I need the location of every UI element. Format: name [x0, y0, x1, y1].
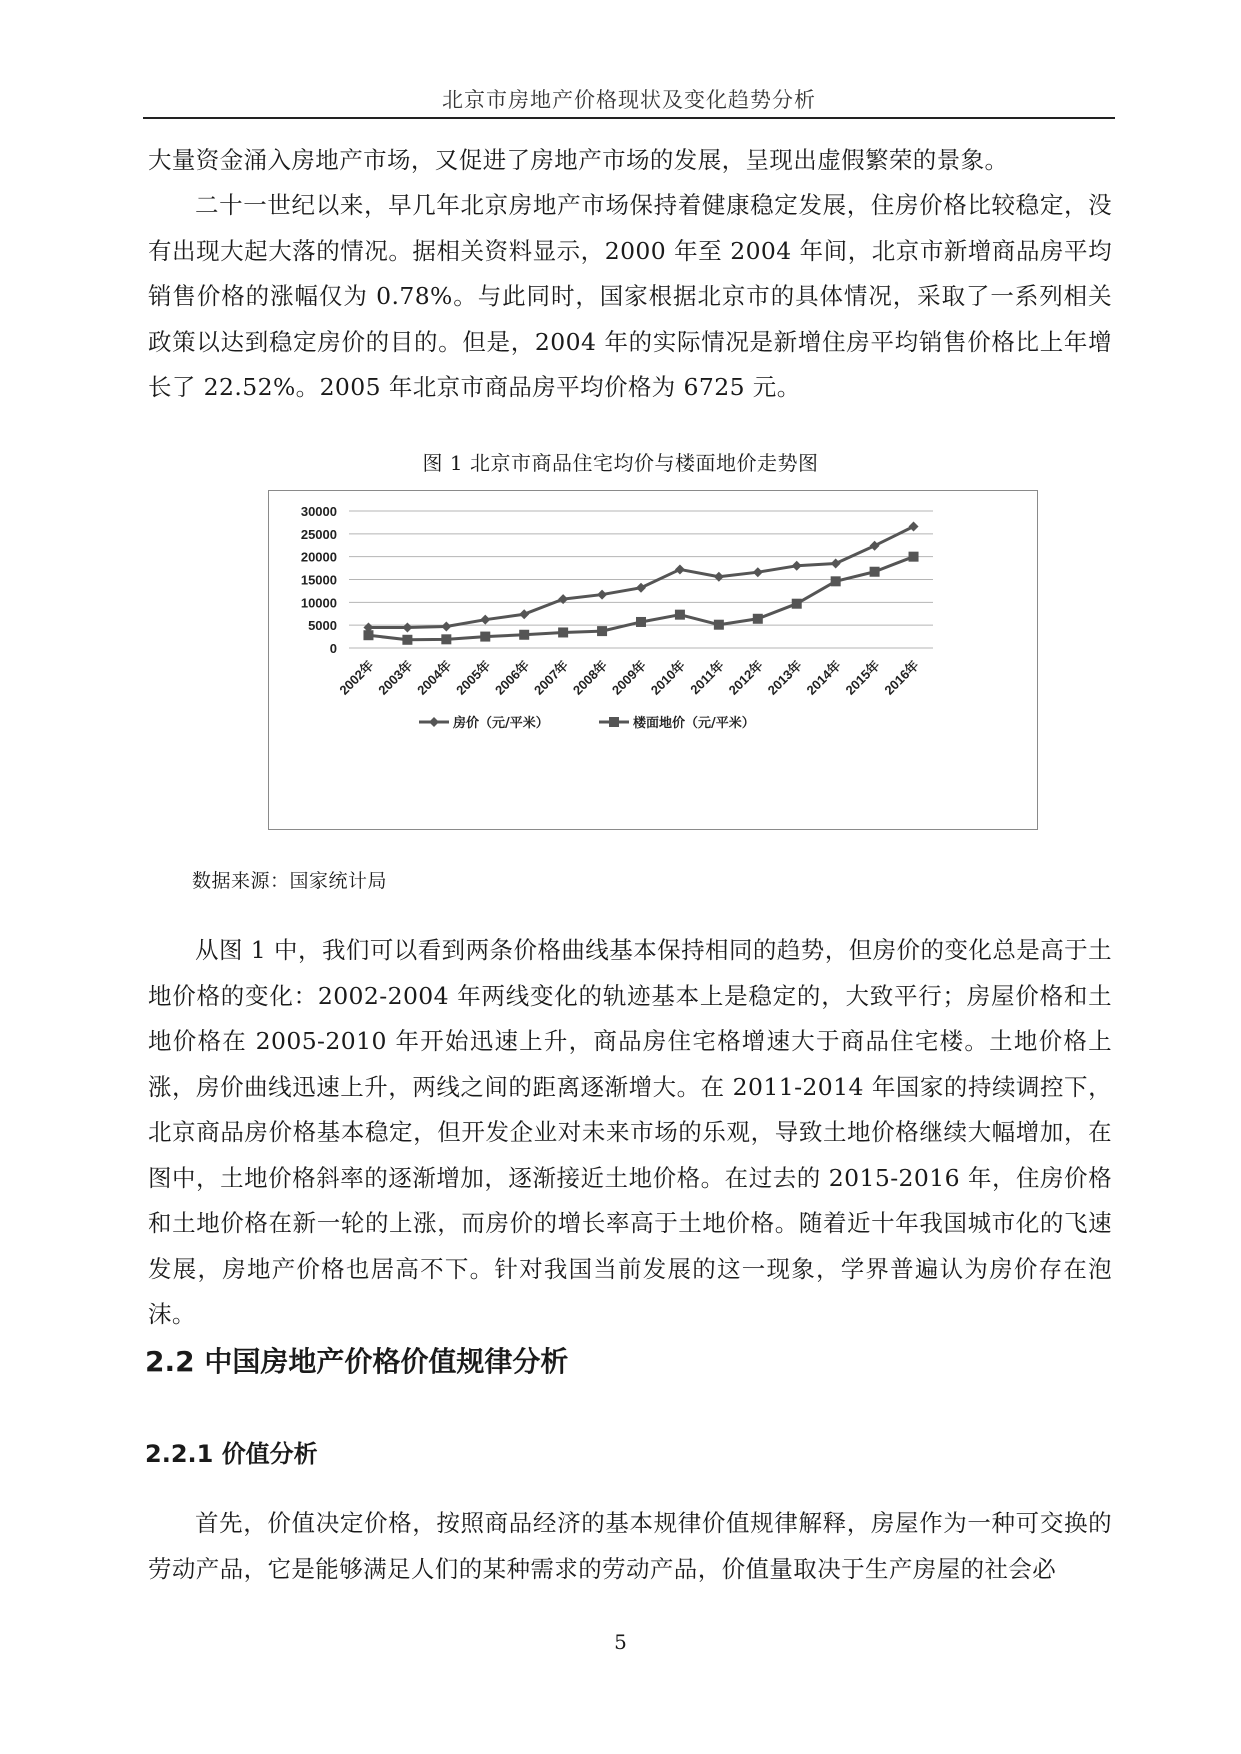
x-tick-label: 2011年 [687, 657, 727, 698]
x-tick-label: 2007年 [531, 657, 572, 698]
y-tick-label: 25000 [300, 526, 337, 542]
data-point-1 [909, 522, 919, 532]
x-tick-labels [336, 658, 921, 698]
y-tick-label: 5000 [308, 618, 337, 634]
page-number: 5 [614, 1630, 627, 1654]
y-tick-label: 15000 [300, 572, 337, 588]
data-point-1 [792, 561, 802, 571]
legend-marker-1 [429, 717, 439, 727]
data-point-1 [519, 609, 529, 619]
data-point-2 [636, 617, 646, 627]
data-source-note: 数据来源：国家统计局 [192, 870, 388, 892]
y-tick-label: 20000 [300, 549, 337, 565]
data-point-1 [870, 541, 880, 551]
legend-marker-2 [609, 717, 619, 727]
chart-svg [269, 491, 1037, 829]
x-tick-label: 2012年 [725, 657, 766, 698]
paragraph-4: 首先，价值决定价格，按照商品经济的基本规律价值规律解释，房屋作为一种可交换的劳动产品，它是能够满足人们的某种需求的劳动产品，价值量取决于生产房屋的社会必 [148, 1509, 1112, 1583]
x-tick-label: 2004年 [414, 657, 455, 698]
data-point-2 [558, 627, 568, 637]
x-tick-label: 2014年 [803, 657, 844, 698]
figure-caption: 图 1 北京市商品住宅均价与楼面地价走势图 [422, 451, 819, 475]
section-heading-2-2: 2.2 中国房地产价格价值规律分析 [145, 1345, 569, 1378]
data-point-2 [675, 610, 685, 620]
x-tick-label: 2006年 [492, 657, 533, 698]
data-point-1 [597, 590, 607, 600]
data-point-1 [402, 622, 412, 632]
data-point-1 [714, 572, 724, 582]
data-point-1 [753, 567, 763, 577]
running-header: 北京市房地产价格现状及变化趋势分析 [442, 88, 816, 112]
x-tick-label: 2013年 [764, 657, 805, 698]
x-tick-label: 2016年 [881, 657, 922, 698]
data-point-2 [480, 632, 490, 642]
legend-label-1: 房价（元/平米） [453, 716, 549, 731]
paragraph-2: 二十一世纪以来，早几年北京房地产市场保持着健康稳定发展，住房价格比较稳定，没有出现大起大落的情况。据相关资料显示，2000 年至 2004 年间，北京市新增商品房平均销售价格的涨幅仅为 0.78%。与此同时，国家根据北京市的具体情况，采取了一系列相关政策以达到稳定房价的目的。但是，2004 年的实际情况是新增住房平均销售价格比上年增长了 22.52%。2005 年北京市商品房平均价格为 6725 元。 [148, 191, 1112, 401]
x-tick-label: 2005年 [453, 657, 494, 698]
y-tick-label: 0 [329, 641, 337, 656]
line-chart [268, 490, 1038, 830]
data-point-2 [753, 614, 763, 624]
data-point-1 [636, 583, 646, 593]
y-tick-labels [301, 504, 337, 656]
legend-label-2: 楼面地价（元/平米） [633, 716, 755, 731]
data-point-1 [441, 622, 451, 632]
x-tick-label: 2015年 [842, 657, 883, 698]
subsection-heading-2-2-1: 2.2.1 价值分析 [145, 1440, 318, 1468]
data-point-2 [714, 620, 724, 630]
data-point-2 [831, 576, 841, 586]
data-point-1 [831, 559, 841, 569]
paragraph-1: 大量资金涌入房地产市场，又促进了房地产市场的发展，呈现出虚假繁荣的景象。 [148, 146, 1009, 174]
data-point-1 [675, 564, 685, 574]
y-tick-label: 30000 [300, 504, 337, 519]
paragraph-3: 从图 1 中，我们可以看到两条价格曲线基本保持相同的趋势，但房价的变化总是高于土地价格的变化：2002-2004 年两线变化的轨迹基本上是稳定的，大致平行；房屋价格和土地价格在 2005-2010 年开始迅速上升，商品房住宅格增速大于商品住宅楼。土地价格上涨，房价曲线迅速上升，两线之间的距离逐渐增大。在 2011-2014 年国家的持续调控下，北京商品房价格基本稳定，但开发企业对未来市场的乐观，导致土地价格继续大幅增加，在图中，土地价格斜率的逐渐增加，逐渐接近土地价格。在过去的 2015-2016 年，住房价格和土地价格在新一轮的上涨，而房价的增长率高于土地价格。随着近十年我国城市化的飞速发展，房地产价格也居高不下。针对我国当前发展的这一现象，学界普遍认为房价存在泡沫。 [148, 936, 1112, 1328]
header-rule [143, 117, 1115, 119]
data-point-2 [441, 634, 451, 644]
x-tick-label: 2008年 [569, 657, 611, 698]
data-point-2 [402, 635, 412, 645]
legend [419, 715, 755, 731]
data-point-2 [597, 626, 607, 636]
x-tick-label: 2009年 [608, 657, 650, 698]
x-tick-label: 2003年 [375, 657, 416, 698]
data-point-1 [480, 615, 490, 625]
data-point-2 [363, 630, 373, 640]
series-lines [363, 522, 918, 645]
data-point-2 [519, 630, 529, 640]
x-tick-label: 2010年 [647, 657, 689, 698]
y-tick-label: 10000 [300, 595, 337, 611]
data-point-2 [792, 599, 802, 609]
x-tick-label: 2002年 [336, 657, 377, 698]
data-point-2 [870, 567, 880, 577]
data-point-2 [909, 552, 919, 562]
